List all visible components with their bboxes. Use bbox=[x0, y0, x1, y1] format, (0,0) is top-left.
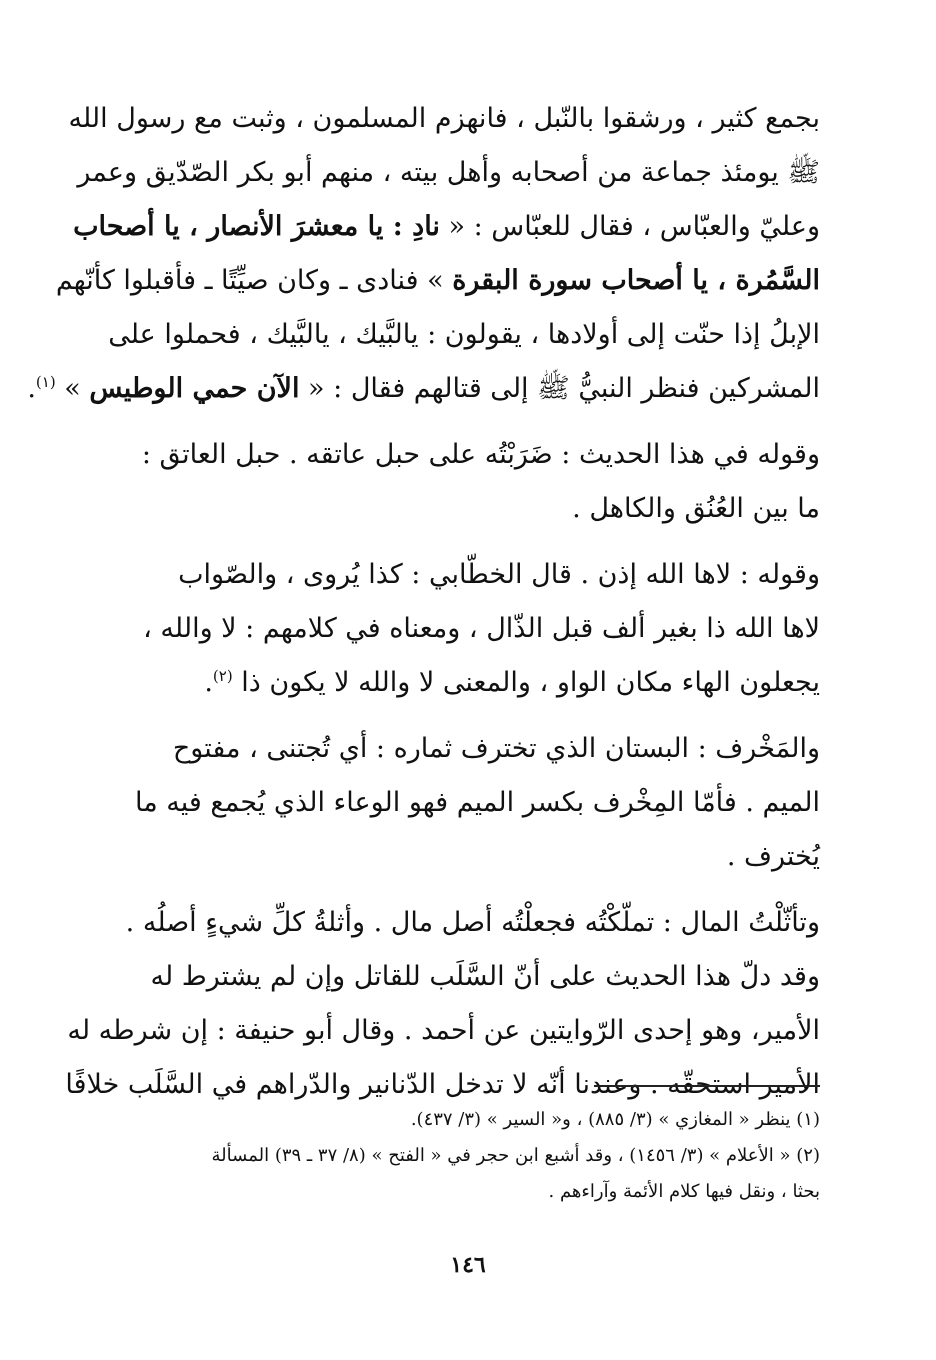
bold-quote: نادِ : يا معشرَ الأنصار ، يا أصحاب bbox=[73, 211, 440, 242]
text-line: ﷺ يومئذ جماعة من أصحابه وأهل بيته ، منهم أبو بكر الصّدّيق وعمر bbox=[77, 157, 820, 188]
text-line: وتأثّلْتُ المال : تملّكْتُه فجعلْتُه أصل مال . وأثلةُ كلِّ شيءٍ أصلُه . bbox=[125, 907, 820, 938]
text-line: وقوله : لاها الله إذن . قال الخطّابي : كذا يُروى ، والصّواب bbox=[178, 559, 820, 590]
text-line: وعليّ والعبّاس ، فقال للعبّاس : « نادِ : يا معشرَ الأنصار ، يا أصحاب bbox=[73, 211, 820, 242]
text-line: وقد دلّ هذا الحديث على أنّ السَّلَب للقاتل وإن لم يشترط له bbox=[150, 961, 820, 992]
footnote-ref-1[interactable]: (١) bbox=[35, 373, 56, 391]
footnote-divider bbox=[594, 1085, 820, 1087]
footnotes bbox=[90, 1102, 820, 1210]
paragraph-5 bbox=[80, 896, 820, 950]
text-line: بجمع كثير ، ورشقوا بالنّبل ، فانهزم المسلمون ، وثبت مع رسول الله bbox=[68, 103, 820, 134]
text-line: الأمير استحقّه . وعندنا أنّه لا تدخل الدّنانير والدّراهم في السَّلَب خلافًا bbox=[65, 1069, 820, 1100]
main-text bbox=[27, 92, 820, 1112]
paragraph-4 bbox=[80, 722, 820, 884]
text-line: الإبلُ إذا حنّت إلى أولادها ، يقولون : يالبَّيك ، يالبَّيك ، فحملوا على bbox=[108, 319, 820, 350]
page-number: ١٤٦ bbox=[450, 1252, 486, 1278]
paragraph-1 bbox=[27, 92, 820, 416]
bold-quote: السَّمُرة ، يا أصحاب سورة البقرة bbox=[452, 265, 820, 296]
text-line: وقوله في هذا الحديث : ضَرَبْتُه على حبل عاتقه . حبل العاتق : bbox=[141, 439, 820, 470]
text-line: يُخترف . bbox=[726, 841, 820, 872]
text-line: لاها الله ذا بغير ألف قبل الذّال ، ومعناه في كلامهم : لا والله ، bbox=[143, 613, 820, 644]
text-line: المشركين فنظر النبيُّ ﷺ إلى قتالهم فقال : « الآن حمي الوطيس » $^{(١)}$. bbox=[27, 373, 820, 404]
footnote-2: (٢) « الأعلام » (٣/ ١٤٥٦) ، وقد أشبع ابن حجر في « الفتح » (٨/ ٣٧ ـ ٣٩) المسألة bbox=[211, 1145, 820, 1166]
text-line: يجعلون الهاء مكان الواو ، والمعنى لا والله لا يكون ذا $^{(٢)}$. bbox=[204, 667, 820, 698]
text-line: والمَخْرف : البستان الذي تخترف ثماره : أي تُجتنى ، مفتوح bbox=[172, 733, 820, 764]
text-line: الأمير، وهو إحدى الرّوايتين عن أحمد . وقال أبو حنيفة : إن شرطه له bbox=[67, 1015, 820, 1046]
bold-quote: الآن حمي الوطيس bbox=[89, 373, 300, 404]
footnote-ref-2[interactable]: (٢) bbox=[212, 667, 233, 685]
text-line: الميم . فأمّا المِخْرف بكسر الميم فهو الوعاء الذي يُجمع فيه ما bbox=[135, 787, 820, 818]
paragraph-2 bbox=[80, 428, 820, 536]
paragraph-3 bbox=[80, 548, 820, 710]
footnote-1: (١) ينظر « المغازي » (٣/ ٨٨٥) ، و« السير » (٣/ ٤٣٧). bbox=[410, 1109, 820, 1130]
paragraph-6 bbox=[65, 950, 820, 1112]
text-line: ما بين العُنُق والكاهل . bbox=[572, 493, 820, 524]
footnote-2-continued: بحثا ، ونقل فيها كلام الأئمة وآراءهم . bbox=[548, 1181, 820, 1202]
text-line: السَّمُرة ، يا أصحاب سورة البقرة » فنادى ـ وكان صيِّتًا ـ فأقبلوا كأنّهم bbox=[55, 265, 820, 296]
